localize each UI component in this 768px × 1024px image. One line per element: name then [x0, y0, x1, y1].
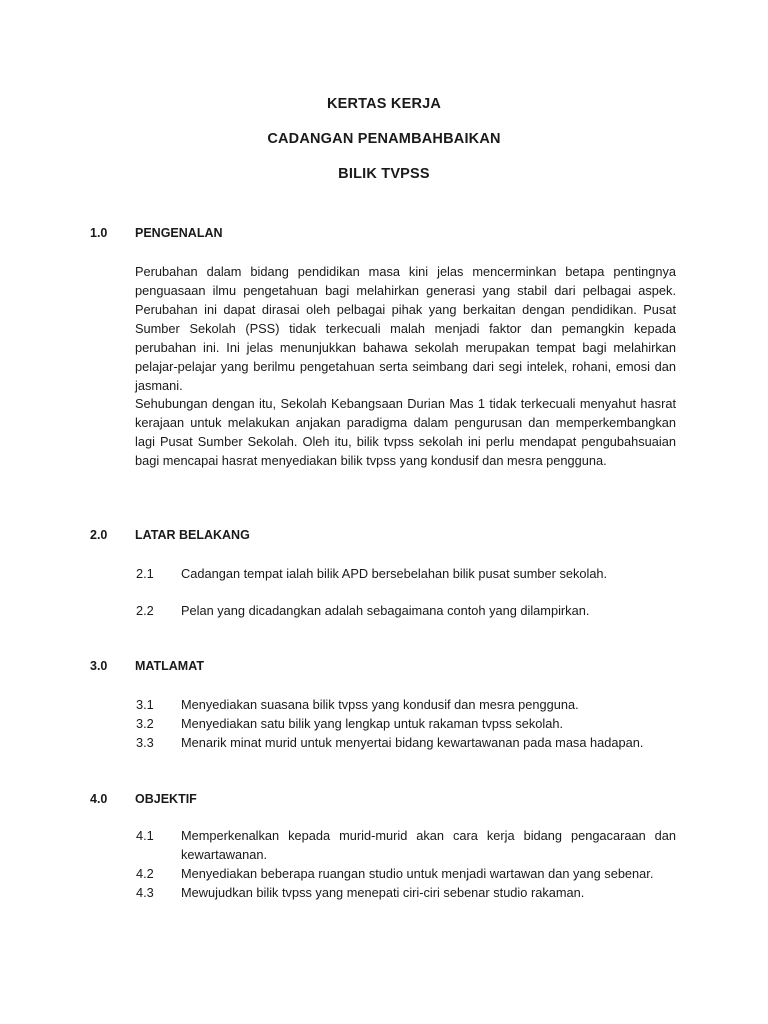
list-item: Cadangan tempat ialah bilik APD bersebelahan bilik pusat sumber sekolah.	[181, 566, 608, 581]
list-item-number: 4.2	[136, 866, 154, 881]
section-heading-latar-belakang: LATAR BELAKANG	[135, 528, 250, 542]
section-number: 3.0	[90, 659, 108, 673]
list-item-number: 2.1	[136, 566, 154, 581]
document-subject: BILIK TVPSS	[338, 166, 430, 182]
section-heading-pengenalan: PENGENALAN	[135, 226, 223, 240]
list-item: Menyediakan satu bilik yang lengkap untuk rakaman tvpss sekolah.	[181, 716, 563, 731]
list-item: Menyediakan beberapa ruangan studio untuk menjadi wartawan dan yang sebenar.	[181, 866, 654, 881]
list-item-number: 3.3	[136, 735, 154, 750]
paragraph: Perubahan dalam bidang pendidikan masa kini jelas mencerminkan betapa pentingnya penguasaan ilmu pengetahuan bagi melahirkan generasi yang stabil dari pelbagai aspek. Perubahan ini dapat dirasai oleh pelbagai pihak yang berkaitan dengan pendidikan. Pusat Sumber Sekolah (PSS) tidak terkecuali malah menjadi faktor dan pemangkin kepada perubahan ini. Ini jelas menunjukkan bahawa sekolah merupakan tempat bagi melahirkan pelajar-pelajar yang berilmu pengetahuan serta seimbang dari segi intelek, rohani, emosi dan jasmani.	[135, 264, 676, 393]
list-item: Memperkenalkan kepada murid-murid akan cara kerja bidang pengacaraan dan kewartawanan.	[181, 828, 676, 862]
paragraph: Sehubungan dengan itu, Sekolah Kebangsaan Durian Mas 1 tidak terkecuali menyahut hasrat kerajaan untuk melakukan anjakan paradigma dalam pengurusan dan memperkembangkan lagi Pusat Sumber Sekolah. Oleh itu, bilik tvpss sekolah ini perlu mendapat pengubahsuaian bagi mencapai hasrat menyediakan bilik tvpss yang kondusif dan mesra pengguna.	[135, 396, 676, 468]
list-item-number: 3.1	[136, 697, 154, 712]
list-item-number: 4.1	[136, 828, 154, 843]
section-heading-objektif: OBJEKTIF	[135, 792, 197, 806]
list-item: Pelan yang dicadangkan adalah sebagaimana contoh yang dilampirkan.	[181, 603, 590, 618]
section-number: 2.0	[90, 528, 108, 542]
list-item-number: 3.2	[136, 716, 154, 731]
list-item-number: 2.2	[136, 603, 154, 618]
document-title: KERTAS KERJA	[326, 96, 442, 112]
list-item: Mewujudkan bilik tvpss yang menepati ciri-ciri sebenar studio rakaman.	[181, 885, 585, 900]
list-item: Menyediakan suasana bilik tvpss yang kondusif dan mesra pengguna.	[181, 697, 579, 712]
section-heading-matlamat: MATLAMAT	[135, 659, 204, 673]
section-number: 1.0	[90, 226, 108, 240]
section-number: 4.0	[90, 792, 108, 806]
list-item: Menarik minat murid untuk menyertai bidang kewartawanan pada masa hadapan.	[181, 735, 644, 750]
list-item-number: 4.3	[136, 885, 154, 900]
document-subtitle: CADANGAN PENAMBAHBAIKAN	[267, 131, 501, 147]
